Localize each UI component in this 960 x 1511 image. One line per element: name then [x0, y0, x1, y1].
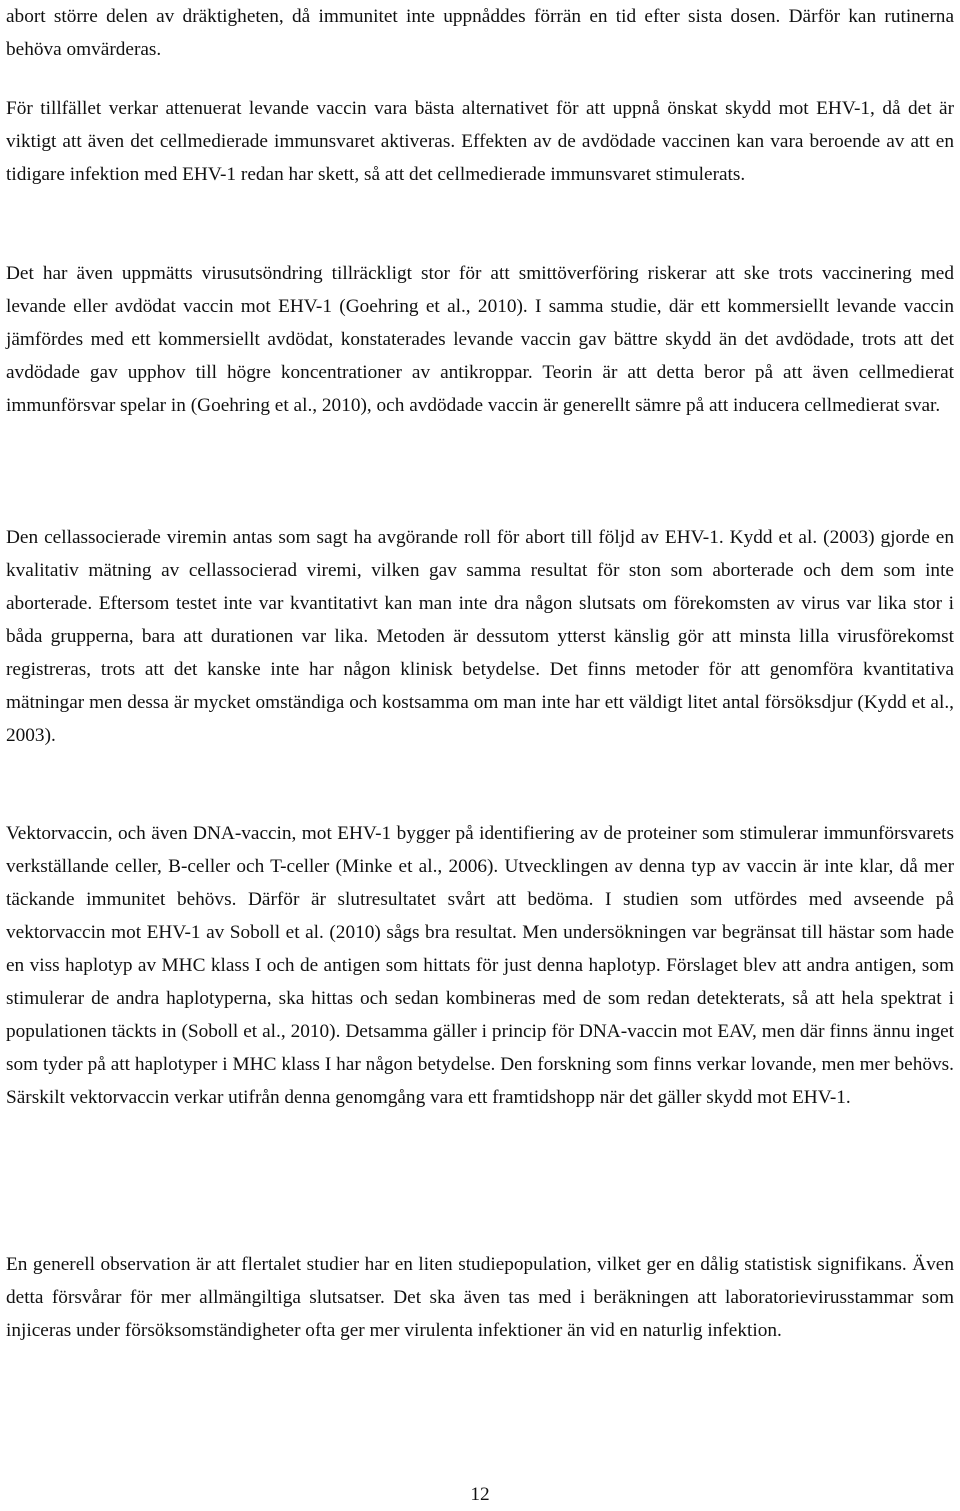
paragraph-vector-vaccine: Vektorvaccin, och även DNA-vaccin, mot EHV-1 bygger på identifiering av de proteiner som stimulerar immunförsvarets verkställande celler, B-celler och T-celler (Minke et al., 2006). Utvecklingen av denna typ av vaccin är inte klar, då mer täckande immunitet behövs. Därför är slutresultatet svårt att bedöma. I studien som utfördes med avseende på vektorvaccin mot EHV-1 av Soboll et al. (2010) sågs bra resultat. Men undersökningen var begränsat till hästar som hade en viss haplotyp av MHC klass I och de antigen som hittats för just denna haplotyp. Förslaget blev att andra antigen, som stimulerar de andra haplotyperna, ska hittas och sedan kombineras med de som redan detekterats, så att hela spektrat i populationen täckts in (Soboll et al., 2010). Detsamma gäller i princip för DNA-vaccin mot EAV, men där finns ännu inget som tyder på att haplotyper i MHC klass I har någon betydelse. Den forskning som finns verkar lovande, men mer behövs. Särskilt vektorvaccin verkar utifrån denna genomgång vara ett framtidshopp när det gäller skydd mot EHV-1. [6, 823, 954, 1108]
paragraph-attenuated-vaccine: För tillfället verkar attenuerat levande vaccin vara bästa alternativet för att uppnå önskat skydd mot EHV-1, då det är viktigt att även det cellmedierade immunsvaret aktiveras. Effekten av de avdödade vaccinen kan vara beroende av att en tidigare infektion med EHV-1 redan har skett, så att det cellmedierade immunsvaret stimulerats. [6, 98, 954, 185]
document-page [6, 0, 954, 1505]
paragraph-general-observation: En generell observation är att flertalet studier har en liten studiepopulation, vilket ger en dålig statistisk signifikans. Även detta försvårar för mer allmängiltiga slutsatser. Det ska även tas med i beräkningen att laboratorievirusstammar som injiceras under försöksomständigheter ofta ger mer virulenta infektioner än vid en naturlig infektion. [6, 1254, 954, 1341]
page-number: 12 [470, 1484, 490, 1505]
paragraph-continuation: abort större delen av dräktigheten, då immunitet inte uppnåddes förrän en tid efter sista dosen. Därför kan rutinerna behöva omvärderas. [6, 6, 954, 60]
paragraph-virus-shedding: Det har även uppmätts virusutsöndring tillräckligt stor för att smittöverföring riskerar att ske trots vaccinering med levande eller avdödat vaccin mot EHV-1 (Goehring et al., 2010). I samma studie, där ett kommersiellt levande vaccin jämfördes med ett kommersiellt avdödat, konstaterades levande vaccin gav bättre skydd än det avdödade, trots att det avdödade gav upphov till högre koncentrationer av antikroppar. Teorin är att detta beror på att även cellmedierat immunförsvar spelar in (Goehring et al., 2010), och avdödade vaccin är generellt sämre på att inducera cellmedierat svar. [6, 263, 954, 416]
paragraph-cell-associated-viremia: Den cellassocierade viremin antas som sagt ha avgörande roll för abort till följd av EHV-1. Kydd et al. (2003) gjorde en kvalitativ mätning av cellassocierad viremi, vilken gav samma resultat för ston som aborterade och dem som inte aborterade. Eftersom testet inte var kvantitativt kan man inte dra någon slutsats om förekomsten av virus var lika stor i båda grupperna, bara att durationen var lika. Metoden är dessutom ytterst känslig gör att minsta lilla virusförekomst registreras, trots att det kanske inte har någon klinisk betydelse. Det finns metoder för att genomföra kvantitativa mätningar men dessa är mycket omständiga och kostsamma om man inte har ett väldigt litet antal försöksdjur (Kydd et al., 2003). [6, 527, 954, 746]
